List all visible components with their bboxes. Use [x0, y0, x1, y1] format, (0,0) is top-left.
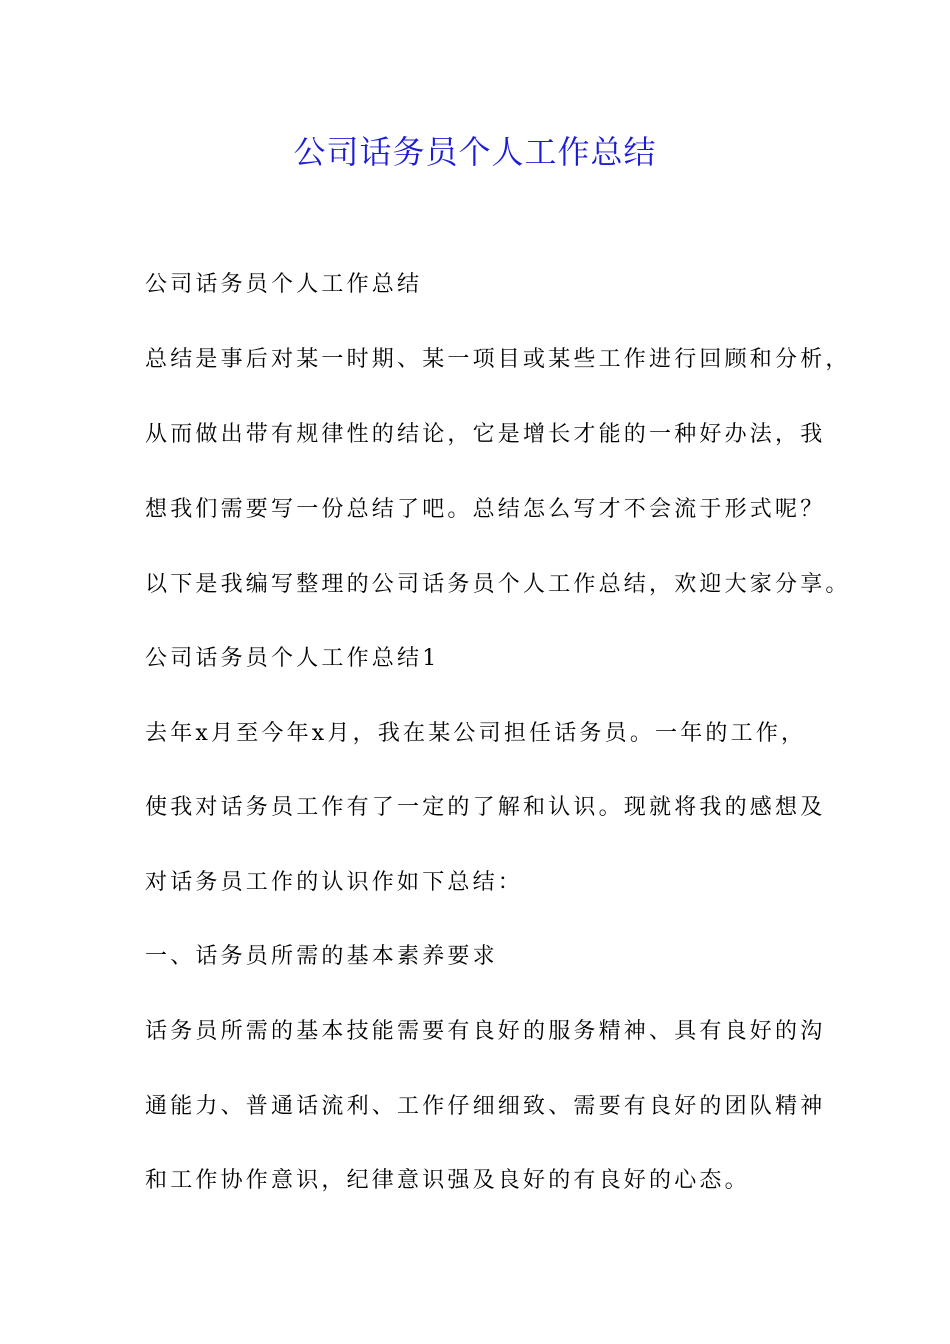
- paragraph-line: 和工作协作意识，纪律意识强及良好的有良好的心态。: [145, 1168, 750, 1193]
- paragraph-line: 话务员所需的基本技能需要有良好的服务精神、具有良好的沟: [145, 1019, 826, 1044]
- paragraph-line: 对话务员工作的认识作如下总结：: [145, 870, 524, 895]
- paragraph-line: 以下是我编写整理的公司话务员个人工作总结，欢迎大家分享。: [145, 572, 851, 597]
- paragraph-line: 通能力、普通话流利、工作仔细细致、需要有良好的团队精神: [145, 1094, 826, 1119]
- paragraph-line: 总结是事后对某一时期、某一项目或某些工作进行回顾和分析，: [145, 347, 851, 372]
- section-heading-1: 公司话务员个人工作总结1: [145, 646, 440, 671]
- paragraph-line: 使我对话务员工作有了一定的了解和认识。现就将我的感想及: [145, 795, 826, 820]
- subsection-heading: 一、话务员所需的基本素养要求: [145, 944, 498, 969]
- paragraph-line: 去年x月至今年x月，我在某公司担任话务员。一年的工作，: [145, 721, 807, 746]
- paragraph-line: 从而做出带有规律性的结论，它是增长才能的一种好办法，我: [145, 422, 826, 447]
- paragraph-line-subtitle: 公司话务员个人工作总结: [145, 272, 423, 297]
- paragraph-line: 想我们需要写一份总结了吧。总结怎么写才不会流于形式呢？: [145, 497, 826, 522]
- document-title: 公司话务员个人工作总结: [293, 133, 657, 171]
